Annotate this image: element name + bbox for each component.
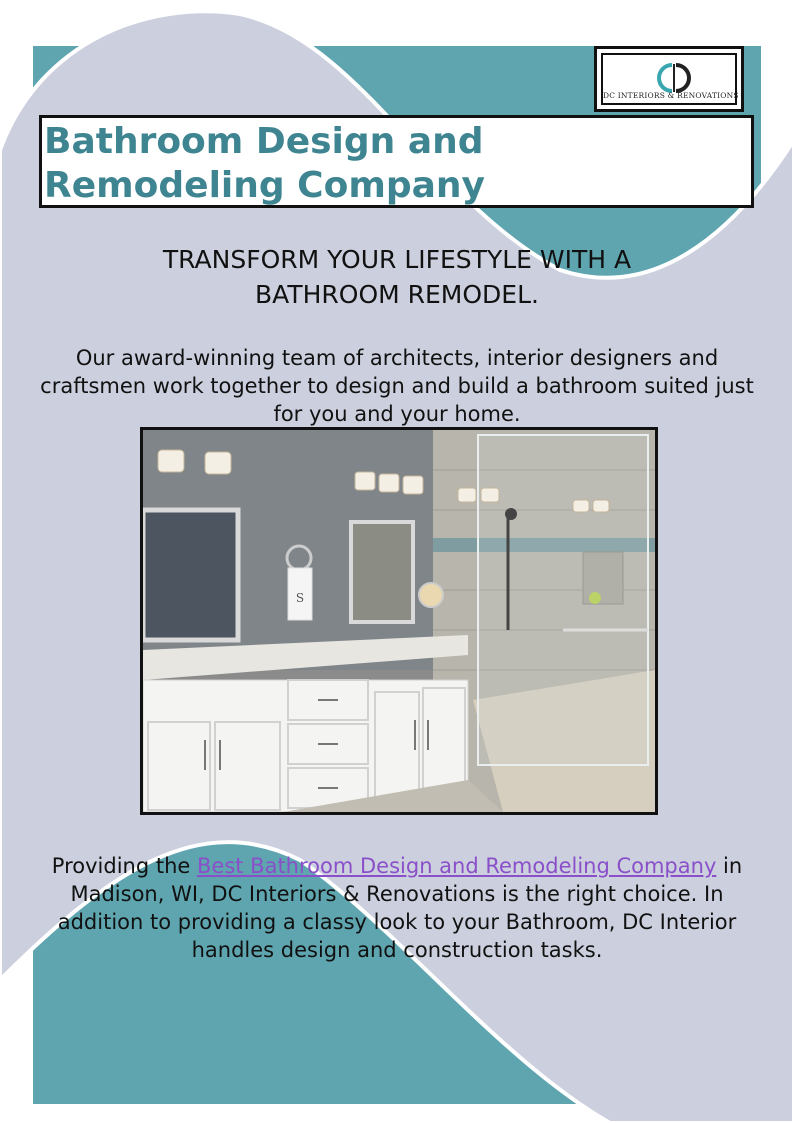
company-logo[interactable] — [594, 46, 744, 112]
closing-paragraph — [40, 852, 754, 964]
bathroom-photo — [140, 427, 658, 815]
intro-paragraph: Our award-winning team of architects, interior designers and craftsmen work together to design and build a bathroom suited just for you and your home. — [40, 346, 754, 426]
subtitle — [80, 242, 714, 312]
subtitle-line-2: BATHROOM REMODEL. — [255, 280, 539, 309]
title-box — [39, 115, 754, 208]
title-line-1: Bathroom Design and — [44, 121, 484, 162]
towel-monogram: S — [295, 591, 305, 605]
bathroom-illustration — [143, 430, 655, 812]
closing-intro-text: Providing the — [51, 854, 197, 878]
title-line-2: Remodeling Company — [44, 165, 485, 206]
logo-frame — [601, 53, 737, 105]
closing-rest-text: in Madison, WI, DC Interiors & Renovations is the right choice. In addition to providing a classy look to your Bathroom, DC Interior handles design and construction tasks. — [57, 854, 743, 962]
logo-company-name: DC INTERIORS & RENOVATIONS — [603, 91, 739, 100]
best-bathroom-company-link[interactable]: Best Bathroom Design and Remodeling Company — [197, 854, 717, 878]
subtitle-line-1: TRANSFORM YOUR LIFESTYLE WITH A — [162, 245, 632, 274]
dc-monogram-icon — [657, 61, 691, 95]
page-title — [44, 120, 751, 208]
